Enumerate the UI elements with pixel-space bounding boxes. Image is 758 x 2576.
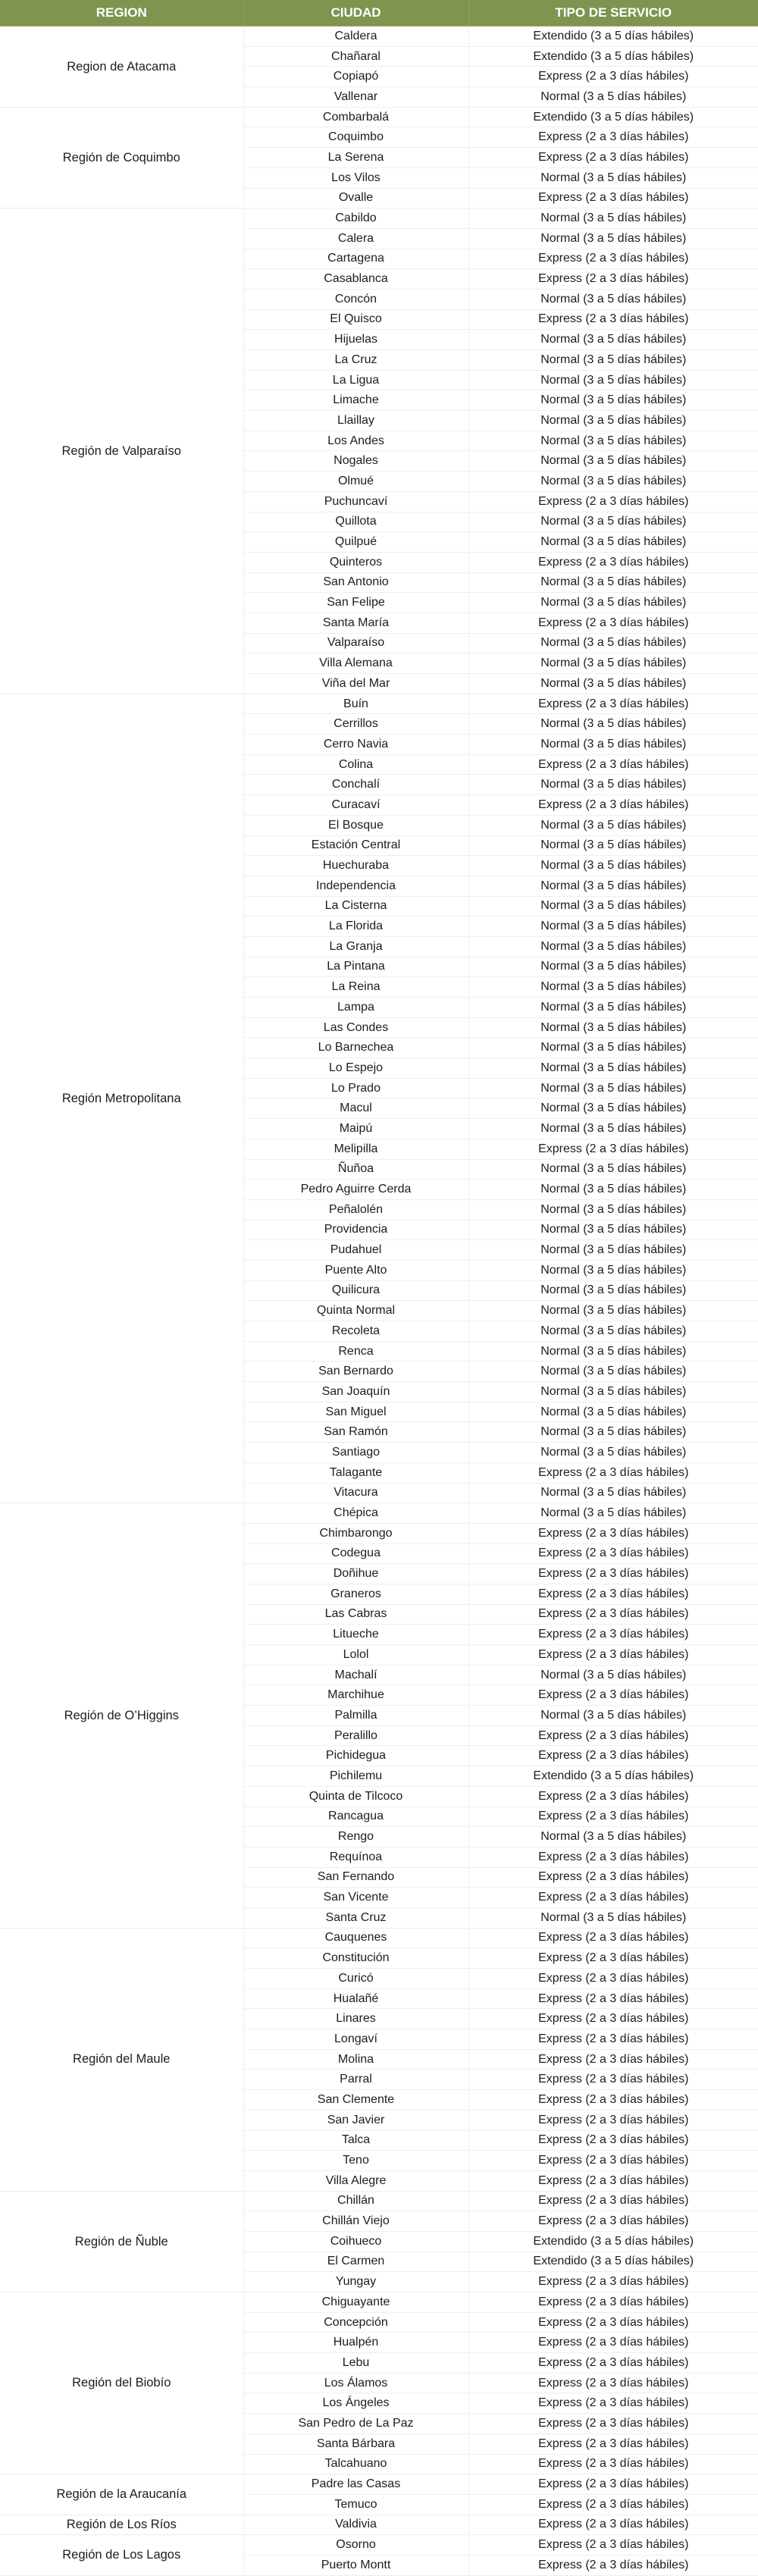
- city-cell: Temuco: [243, 2494, 468, 2515]
- service-type-cell: Normal (3 a 5 días hábiles): [468, 775, 758, 795]
- service-type-cell: Express (2 a 3 días hábiles): [468, 2130, 758, 2151]
- column-header-region: REGION: [0, 0, 243, 27]
- city-cell: Combarbalá: [243, 107, 468, 127]
- service-type-cell: Express (2 a 3 días hábiles): [468, 2292, 758, 2313]
- service-type-cell: Express (2 a 3 días hábiles): [468, 2535, 758, 2556]
- service-type-cell: Normal (3 a 5 días hábiles): [468, 87, 758, 108]
- service-type-cell: Normal (3 a 5 días hábiles): [468, 977, 758, 998]
- service-type-cell: Express (2 a 3 días hábiles): [468, 1523, 758, 1543]
- service-type-cell: Express (2 a 3 días hábiles): [468, 2474, 758, 2495]
- city-cell: Chillán Viejo: [243, 2211, 468, 2232]
- table-row: [0, 2535, 758, 2556]
- city-cell: Villa Alegre: [243, 2170, 468, 2191]
- service-type-cell: Normal (3 a 5 días hábiles): [468, 896, 758, 917]
- city-cell: Los Vilos: [243, 168, 468, 188]
- city-cell: Lolol: [243, 1645, 468, 1666]
- region-cell: Región de Los Lagos: [0, 2535, 243, 2575]
- table-row: [0, 2474, 758, 2495]
- table-row: [0, 27, 758, 47]
- city-cell: Chépica: [243, 1503, 468, 1524]
- service-type-cell: Express (2 a 3 días hábiles): [468, 2312, 758, 2333]
- table-row: [0, 694, 758, 714]
- city-cell: Lebu: [243, 2353, 468, 2374]
- service-type-cell: Normal (3 a 5 días hábiles): [468, 674, 758, 694]
- city-cell: La Florida: [243, 917, 468, 937]
- table-body: [0, 27, 758, 2576]
- service-type-cell: Normal (3 a 5 días hábiles): [468, 1483, 758, 1503]
- city-cell: Chillán: [243, 2191, 468, 2211]
- city-cell: Constitución: [243, 1948, 468, 1969]
- city-cell: Lo Barnechea: [243, 1038, 468, 1058]
- city-cell: Conchalí: [243, 775, 468, 795]
- city-cell: Padre las Casas: [243, 2474, 468, 2495]
- city-cell: Copiapó: [243, 67, 468, 87]
- city-cell: Limache: [243, 390, 468, 411]
- service-type-cell: Express (2 a 3 días hábiles): [468, 127, 758, 148]
- city-cell: Caldera: [243, 27, 468, 47]
- table-row: [0, 2292, 758, 2313]
- service-type-cell: Extendido (3 a 5 días hábiles): [468, 46, 758, 67]
- service-type-cell: Express (2 a 3 días hábiles): [468, 2151, 758, 2171]
- service-type-cell: Express (2 a 3 días hábiles): [468, 1928, 758, 1948]
- region-cell: Region de Atacama: [0, 27, 243, 108]
- service-type-cell: Express (2 a 3 días hábiles): [468, 694, 758, 714]
- column-header-service: TIPO DE SERVICIO: [468, 0, 758, 27]
- city-cell: Cauquenes: [243, 1928, 468, 1948]
- service-type-cell: Normal (3 a 5 días hábiles): [468, 835, 758, 856]
- service-type-cell: Normal (3 a 5 días hábiles): [468, 1240, 758, 1261]
- service-type-cell: Express (2 a 3 días hábiles): [468, 1584, 758, 1604]
- service-type-cell: Normal (3 a 5 días hábiles): [468, 228, 758, 249]
- city-cell: Ovalle: [243, 188, 468, 208]
- service-type-cell: Normal (3 a 5 días hábiles): [468, 1402, 758, 1422]
- city-cell: Curicó: [243, 1969, 468, 1989]
- city-cell: Cerrillos: [243, 714, 468, 735]
- region-cell: Región de Ñuble: [0, 2191, 243, 2292]
- city-cell: La Cruz: [243, 350, 468, 371]
- region-cell: Región del Biobío: [0, 2292, 243, 2474]
- service-type-cell: Express (2 a 3 días hábiles): [468, 67, 758, 87]
- city-cell: Valdivia: [243, 2515, 468, 2535]
- service-type-cell: Express (2 a 3 días hábiles): [468, 1867, 758, 1888]
- service-type-cell: Express (2 a 3 días hábiles): [468, 2272, 758, 2292]
- service-type-cell: Normal (3 a 5 días hábiles): [468, 1706, 758, 1726]
- table-header: [0, 0, 758, 27]
- service-type-cell: Normal (3 a 5 días hábiles): [468, 1443, 758, 1463]
- city-cell: Maipú: [243, 1119, 468, 1139]
- region-cell: Región de Valparaíso: [0, 208, 243, 694]
- service-type-cell: Express (2 a 3 días hábiles): [468, 552, 758, 572]
- city-cell: La Cisterna: [243, 896, 468, 917]
- table-row: [0, 1928, 758, 1948]
- city-cell: Lo Prado: [243, 1078, 468, 1098]
- service-type-cell: Express (2 a 3 días hábiles): [468, 1786, 758, 1807]
- service-type-cell: Normal (3 a 5 días hábiles): [468, 1260, 758, 1280]
- service-type-cell: Normal (3 a 5 días hábiles): [468, 1038, 758, 1058]
- service-type-cell: Express (2 a 3 días hábiles): [468, 309, 758, 330]
- service-type-cell: Normal (3 a 5 días hábiles): [468, 1341, 758, 1362]
- service-type-cell: Express (2 a 3 días hábiles): [468, 1847, 758, 1867]
- city-cell: Pedro Aguirre Cerda: [243, 1180, 468, 1200]
- city-cell: Santa Bárbara: [243, 2433, 468, 2454]
- city-cell: Santa María: [243, 613, 468, 633]
- service-type-cell: Express (2 a 3 días hábiles): [468, 2009, 758, 2029]
- city-cell: San Miguel: [243, 1402, 468, 1422]
- column-header-city: CIUDAD: [243, 0, 468, 27]
- city-cell: Graneros: [243, 1584, 468, 1604]
- city-cell: Longaví: [243, 2029, 468, 2050]
- city-cell: Villa Alemana: [243, 653, 468, 674]
- city-cell: Quinteros: [243, 552, 468, 572]
- table-row: [0, 2515, 758, 2535]
- city-cell: Puchuncaví: [243, 491, 468, 512]
- service-type-cell: Normal (3 a 5 días hábiles): [468, 1199, 758, 1220]
- service-type-cell: Normal (3 a 5 días hábiles): [468, 1159, 758, 1180]
- service-type-cell: Normal (3 a 5 días hábiles): [468, 593, 758, 613]
- city-cell: San Bernardo: [243, 1362, 468, 1382]
- service-type-cell: Normal (3 a 5 días hábiles): [468, 168, 758, 188]
- city-cell: Recoleta: [243, 1321, 468, 1342]
- city-cell: La Serena: [243, 148, 468, 168]
- service-type-cell: Normal (3 a 5 días hábiles): [468, 572, 758, 593]
- city-cell: Yungay: [243, 2272, 468, 2292]
- service-type-cell: Normal (3 a 5 días hábiles): [468, 451, 758, 472]
- city-cell: Talagante: [243, 1462, 468, 1483]
- city-cell: Pudahuel: [243, 1240, 468, 1261]
- service-type-cell: Express (2 a 3 días hábiles): [468, 2049, 758, 2070]
- service-type-cell: Normal (3 a 5 días hábiles): [468, 512, 758, 532]
- service-type-cell: Express (2 a 3 días hábiles): [468, 1604, 758, 1625]
- city-cell: Providencia: [243, 1220, 468, 1240]
- region-cell: Región del Maule: [0, 1928, 243, 2191]
- city-cell: San Pedro de La Paz: [243, 2414, 468, 2434]
- service-type-cell: Express (2 a 3 días hábiles): [468, 2515, 758, 2535]
- city-cell: Cerro Navia: [243, 735, 468, 755]
- service-type-cell: Express (2 a 3 días hábiles): [468, 148, 758, 168]
- service-type-cell: Normal (3 a 5 días hábiles): [468, 370, 758, 390]
- city-cell: Los Andes: [243, 431, 468, 451]
- city-cell: Doñihue: [243, 1564, 468, 1584]
- city-cell: Quillota: [243, 512, 468, 532]
- service-type-cell: Normal (3 a 5 días hábiles): [468, 1058, 758, 1079]
- city-cell: Codegua: [243, 1543, 468, 1564]
- city-cell: San Ramón: [243, 1422, 468, 1443]
- city-cell: El Bosque: [243, 815, 468, 835]
- city-cell: La Ligua: [243, 370, 468, 390]
- service-type-cell: Express (2 a 3 días hábiles): [468, 1625, 758, 1645]
- city-cell: Melipilla: [243, 1139, 468, 1159]
- city-cell: Lo Espejo: [243, 1058, 468, 1079]
- city-cell: Marchihue: [243, 1685, 468, 1706]
- city-cell: Los Álamos: [243, 2373, 468, 2393]
- service-type-cell: Normal (3 a 5 días hábiles): [468, 1301, 758, 1321]
- city-cell: Quinta Normal: [243, 1301, 468, 1321]
- table-row: [0, 208, 758, 229]
- city-cell: Las Cabras: [243, 1604, 468, 1625]
- service-type-cell: Extendido (3 a 5 días hábiles): [468, 2252, 758, 2272]
- region-cell: Región de Coquimbo: [0, 107, 243, 208]
- city-cell: Colina: [243, 754, 468, 775]
- service-type-cell: Normal (3 a 5 días hábiles): [468, 289, 758, 309]
- city-cell: Peñalolén: [243, 1199, 468, 1220]
- city-cell: Nogales: [243, 451, 468, 472]
- city-cell: San Joaquín: [243, 1382, 468, 1402]
- service-type-cell: Normal (3 a 5 días hábiles): [468, 1180, 758, 1200]
- city-cell: Linares: [243, 2009, 468, 2029]
- city-cell: Ñuñoa: [243, 1159, 468, 1180]
- city-cell: Coihueco: [243, 2231, 468, 2252]
- service-type-cell: Express (2 a 3 días hábiles): [468, 1948, 758, 1969]
- city-cell: San Antonio: [243, 572, 468, 593]
- service-type-cell: Normal (3 a 5 días hábiles): [468, 1321, 758, 1342]
- service-type-cell: Express (2 a 3 días hábiles): [468, 1462, 758, 1483]
- city-cell: Valparaíso: [243, 633, 468, 653]
- city-cell: Hijuelas: [243, 330, 468, 350]
- city-cell: Curacaví: [243, 795, 468, 816]
- service-type-cell: Express (2 a 3 días hábiles): [468, 1564, 758, 1584]
- service-type-cell: Express (2 a 3 días hábiles): [468, 2090, 758, 2111]
- city-cell: Coquimbo: [243, 127, 468, 148]
- city-cell: Huechuraba: [243, 856, 468, 876]
- service-type-cell: Express (2 a 3 días hábiles): [468, 2029, 758, 2050]
- service-type-cell: Express (2 a 3 días hábiles): [468, 754, 758, 775]
- service-type-cell: Normal (3 a 5 días hábiles): [468, 208, 758, 229]
- service-type-cell: Express (2 a 3 días hábiles): [468, 613, 758, 633]
- service-type-cell: Express (2 a 3 días hábiles): [468, 2070, 758, 2090]
- service-type-cell: Normal (3 a 5 días hábiles): [468, 714, 758, 735]
- service-type-cell: Express (2 a 3 días hábiles): [468, 1543, 758, 1564]
- header-row: [0, 0, 758, 27]
- city-cell: Chañaral: [243, 46, 468, 67]
- service-type-cell: Normal (3 a 5 días hábiles): [468, 633, 758, 653]
- city-cell: Pichidegua: [243, 1746, 468, 1766]
- service-type-cell: Express (2 a 3 días hábiles): [468, 1685, 758, 1706]
- service-type-cell: Express (2 a 3 días hábiles): [468, 491, 758, 512]
- city-cell: Puente Alto: [243, 1260, 468, 1280]
- service-type-cell: Normal (3 a 5 días hábiles): [468, 390, 758, 411]
- service-type-cell: Express (2 a 3 días hábiles): [468, 2373, 758, 2393]
- city-cell: Rengo: [243, 1827, 468, 1847]
- city-cell: Independencia: [243, 876, 468, 896]
- city-cell: Vallenar: [243, 87, 468, 108]
- service-type-cell: Express (2 a 3 días hábiles): [468, 2110, 758, 2130]
- service-type-cell: Normal (3 a 5 días hábiles): [468, 1098, 758, 1119]
- city-cell: La Granja: [243, 936, 468, 957]
- city-cell: Santiago: [243, 1443, 468, 1463]
- city-cell: Litueche: [243, 1625, 468, 1645]
- city-cell: Chiguayante: [243, 2292, 468, 2313]
- city-cell: Macul: [243, 1098, 468, 1119]
- city-cell: La Reina: [243, 977, 468, 998]
- city-cell: Cartagena: [243, 249, 468, 269]
- service-type-cell: Normal (3 a 5 días hábiles): [468, 1362, 758, 1382]
- city-cell: La Pintana: [243, 957, 468, 977]
- city-cell: El Carmen: [243, 2252, 468, 2272]
- service-type-cell: Normal (3 a 5 días hábiles): [468, 472, 758, 492]
- service-type-cell: Extendido (3 a 5 días hábiles): [468, 2231, 758, 2252]
- service-type-cell: Normal (3 a 5 días hábiles): [468, 1220, 758, 1240]
- city-cell: Quilicura: [243, 1280, 468, 1301]
- table-row: [0, 2191, 758, 2211]
- service-type-cell: Express (2 a 3 días hábiles): [468, 2494, 758, 2515]
- city-cell: El Quisco: [243, 309, 468, 330]
- service-type-cell: Express (2 a 3 días hábiles): [468, 1725, 758, 1746]
- city-cell: Quinta de Tilcoco: [243, 1786, 468, 1807]
- service-type-cell: Express (2 a 3 días hábiles): [468, 2414, 758, 2434]
- service-type-cell: Normal (3 a 5 días hábiles): [468, 1078, 758, 1098]
- service-type-cell: Express (2 a 3 días hábiles): [468, 2211, 758, 2232]
- city-cell: Los Ángeles: [243, 2393, 468, 2414]
- city-cell: Concón: [243, 289, 468, 309]
- service-type-cell: Normal (3 a 5 días hábiles): [468, 1119, 758, 1139]
- city-cell: San Vicente: [243, 1888, 468, 1908]
- service-type-cell: Extendido (3 a 5 días hábiles): [468, 1766, 758, 1787]
- city-cell: Rancagua: [243, 1807, 468, 1827]
- service-type-cell: Express (2 a 3 días hábiles): [468, 2433, 758, 2454]
- city-cell: Hualpén: [243, 2333, 468, 2353]
- city-cell: Quilpué: [243, 532, 468, 553]
- service-type-cell: Normal (3 a 5 días hábiles): [468, 1280, 758, 1301]
- service-type-cell: Normal (3 a 5 días hábiles): [468, 1017, 758, 1038]
- service-type-cell: Express (2 a 3 días hábiles): [468, 1988, 758, 2009]
- city-cell: Talca: [243, 2130, 468, 2151]
- service-type-cell: Normal (3 a 5 días hábiles): [468, 1827, 758, 1847]
- city-cell: Llaillay: [243, 411, 468, 431]
- city-cell: Osorno: [243, 2535, 468, 2556]
- service-type-cell: Express (2 a 3 días hábiles): [468, 2393, 758, 2414]
- service-type-cell: Express (2 a 3 días hábiles): [468, 249, 758, 269]
- service-type-cell: Normal (3 a 5 días hábiles): [468, 1503, 758, 1524]
- service-type-cell: Express (2 a 3 días hábiles): [468, 2191, 758, 2211]
- city-cell: Viña del Mar: [243, 674, 468, 694]
- service-type-cell: Express (2 a 3 días hábiles): [468, 795, 758, 816]
- service-type-cell: Express (2 a 3 días hábiles): [468, 1888, 758, 1908]
- service-type-cell: Normal (3 a 5 días hábiles): [468, 653, 758, 674]
- city-cell: Cabildo: [243, 208, 468, 229]
- city-cell: Renca: [243, 1341, 468, 1362]
- service-type-cell: Express (2 a 3 días hábiles): [468, 1645, 758, 1666]
- city-cell: Talcahuano: [243, 2454, 468, 2474]
- city-cell: Concepción: [243, 2312, 468, 2333]
- city-cell: San Clemente: [243, 2090, 468, 2111]
- region-cell: Región de O’Higgins: [0, 1503, 243, 1928]
- service-type-cell: Express (2 a 3 días hábiles): [468, 1969, 758, 1989]
- table-row: [0, 1503, 758, 1524]
- service-type-cell: Normal (3 a 5 días hábiles): [468, 330, 758, 350]
- service-type-cell: Normal (3 a 5 días hábiles): [468, 856, 758, 876]
- city-cell: San Fernando: [243, 1867, 468, 1888]
- service-type-cell: Normal (3 a 5 días hábiles): [468, 1382, 758, 1402]
- service-type-cell: Normal (3 a 5 días hábiles): [468, 998, 758, 1018]
- service-type-cell: Normal (3 a 5 días hábiles): [468, 411, 758, 431]
- service-type-cell: Normal (3 a 5 días hábiles): [468, 1665, 758, 1685]
- service-type-cell: Express (2 a 3 días hábiles): [468, 2555, 758, 2575]
- service-type-cell: Express (2 a 3 días hábiles): [468, 1807, 758, 1827]
- table-row: [0, 107, 758, 127]
- city-cell: Requínoa: [243, 1847, 468, 1867]
- city-cell: Santa Cruz: [243, 1907, 468, 1928]
- city-cell: Peralillo: [243, 1725, 468, 1746]
- city-cell: Calera: [243, 228, 468, 249]
- service-type-cell: Normal (3 a 5 días hábiles): [468, 532, 758, 553]
- city-cell: Palmilla: [243, 1706, 468, 1726]
- city-cell: Hualañé: [243, 1988, 468, 2009]
- region-cell: Región de Los Ríos: [0, 2515, 243, 2535]
- city-cell: Lampa: [243, 998, 468, 1018]
- service-type-cell: Normal (3 a 5 días hábiles): [468, 1422, 758, 1443]
- city-cell: Buín: [243, 694, 468, 714]
- service-type-cell: Extendido (3 a 5 días hábiles): [468, 27, 758, 47]
- service-type-cell: Express (2 a 3 días hábiles): [468, 2454, 758, 2474]
- service-type-cell: Normal (3 a 5 días hábiles): [468, 1907, 758, 1928]
- service-type-cell: Express (2 a 3 días hábiles): [468, 269, 758, 290]
- service-type-cell: Normal (3 a 5 días hábiles): [468, 936, 758, 957]
- city-cell: Olmué: [243, 472, 468, 492]
- region-cell: Región Metropolitana: [0, 694, 243, 1503]
- city-cell: Parral: [243, 2070, 468, 2090]
- service-type-cell: Normal (3 a 5 días hábiles): [468, 735, 758, 755]
- service-type-cell: Express (2 a 3 días hábiles): [468, 1139, 758, 1159]
- service-type-cell: Express (2 a 3 días hábiles): [468, 2353, 758, 2374]
- service-type-cell: Normal (3 a 5 días hábiles): [468, 957, 758, 977]
- city-cell: Machalí: [243, 1665, 468, 1685]
- city-cell: San Javier: [243, 2110, 468, 2130]
- service-type-cell: Normal (3 a 5 días hábiles): [468, 876, 758, 896]
- city-cell: Estación Central: [243, 835, 468, 856]
- service-type-cell: Extendido (3 a 5 días hábiles): [468, 107, 758, 127]
- city-cell: San Felipe: [243, 593, 468, 613]
- city-cell: Puerto Montt: [243, 2555, 468, 2575]
- city-cell: Chimbarongo: [243, 1523, 468, 1543]
- city-cell: Las Condes: [243, 1017, 468, 1038]
- service-type-cell: Express (2 a 3 días hábiles): [468, 2333, 758, 2353]
- service-type-cell: Express (2 a 3 días hábiles): [468, 188, 758, 208]
- city-cell: Molina: [243, 2049, 468, 2070]
- city-cell: Vitacura: [243, 1483, 468, 1503]
- service-type-cell: Express (2 a 3 días hábiles): [468, 2170, 758, 2191]
- service-type-cell: Express (2 a 3 días hábiles): [468, 1746, 758, 1766]
- city-cell: Pichilemu: [243, 1766, 468, 1787]
- service-type-cell: Normal (3 a 5 días hábiles): [468, 431, 758, 451]
- city-cell: Casablanca: [243, 269, 468, 290]
- service-type-cell: Normal (3 a 5 días hábiles): [468, 815, 758, 835]
- service-type-cell: Normal (3 a 5 días hábiles): [468, 917, 758, 937]
- city-cell: Teno: [243, 2151, 468, 2171]
- service-type-cell: Normal (3 a 5 días hábiles): [468, 350, 758, 371]
- region-cell: Región de la Araucanía: [0, 2474, 243, 2515]
